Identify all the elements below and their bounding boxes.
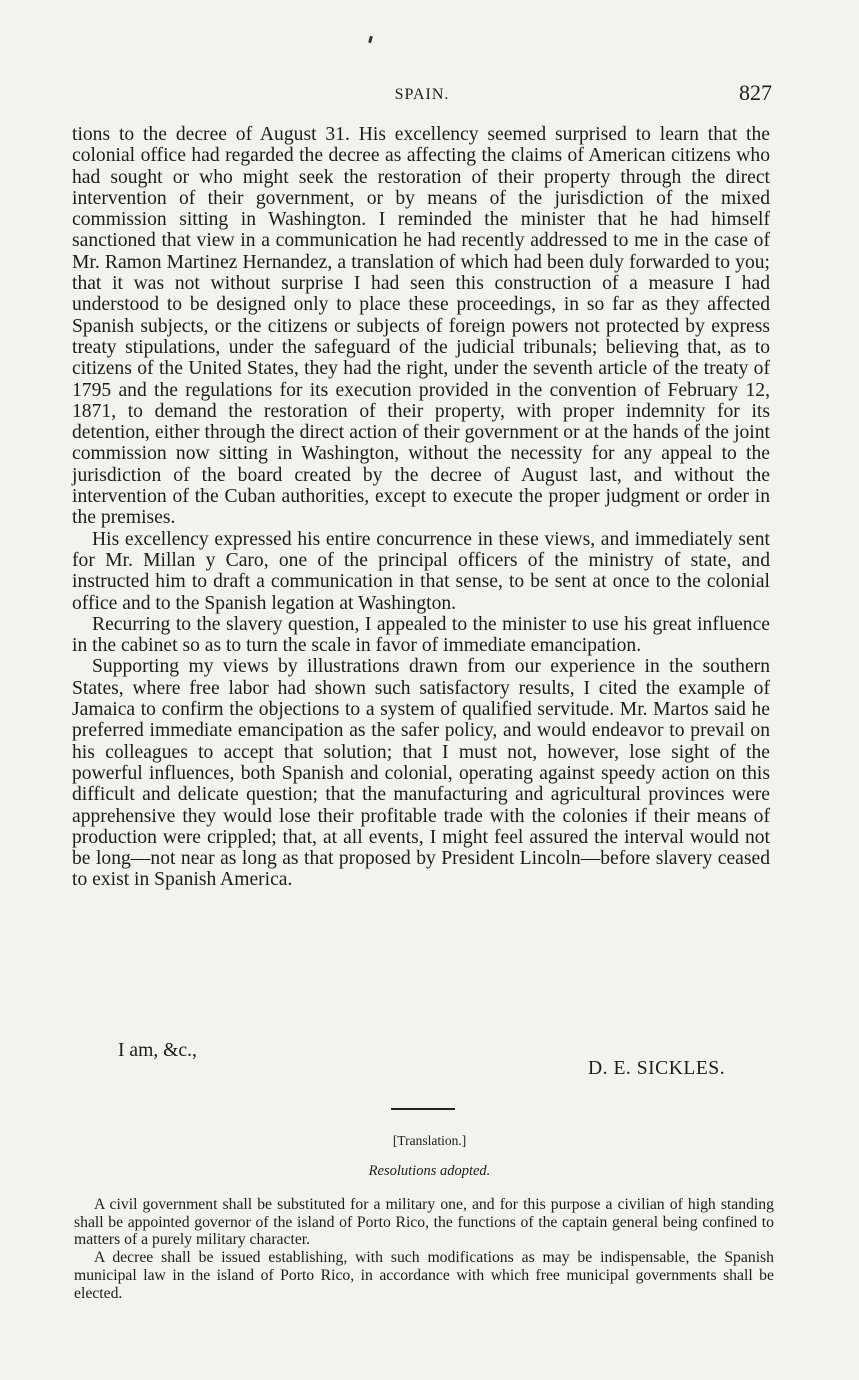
page-header (72, 80, 772, 110)
running-head: SPAIN. (394, 86, 450, 103)
paragraph-emancipation: Supporting my views by illustrations drawn from our experience in the southern States, where free labor had shown such satisfactory results, I cited the example of Jamaica to confirm the objections to a system of qualified servitude. Mr. Martos said he preferred immediate emancipation as the safer policy, and would endeavor to prevail on his colleagues to accept that solution; that I must not, however, lose sight of the powerful influences, both Spanish and colonial, operating against speedy action on this difficult and delicate question; that the manufacturing and agricultural provinces were apprehensive they would lose their profitable trade with the colonies if their means of production were crippled; that, at all events, I might feel assured the interval would not be long—not near as long as that proposed by President Lincoln—before slavery ceased to exist in Spanish America. (72, 656, 770, 891)
page-number: 827 (739, 80, 772, 105)
paragraph-continuation: tions to the decree of August 31. His excellency seemed surprised to learn that the colonial office had regarded the decree as affecting the claims of American citizens who had sought or who might seek the restoration of their property through the direct intervention of their government, or by means of the jurisdiction of the mixed commission sitting in Washington. I reminded the minister that he had himself sanctioned that view in a communication he had recently addressed to me in the case of Mr. Ramon Martinez Hernandez, a translation of which had been duly forwarded to you; that it was not without surprise I had seen this construction of a measure I had understood to be designed only to place these proceedings, in so far as they affected Spanish subjects, or the citizens or subjects of foreign powers not protected by express treaty stipulations, under the safeguard of the judicial tribunals; believing that, as to citizens of the United States, they had the right, under the seventh article of the treaty of 1795 and the regulations for its execution provided in the convention of February 12, 1871, to demand the restoration of their property, with proper indemnity for its detention, either through the direct action of their government or at the hands of the joint commission now sitting in Washington, without the necessity for any appeal to the jurisdiction of the board created by the decree of August last, and without the intervention of the Cuban authorities, except to execute the proper judgment or order in the premises. (72, 124, 770, 529)
letter-closing: I am, &c., (118, 1040, 197, 1061)
resolution-item: A civil government shall be substituted for a military one, and for this purpose a civilian of high standing shall be appointed governor of the island of Porto Rico, the functions of the captain general being confined to matters of a purely military character. (74, 1196, 774, 1249)
letter-signature: D. E. SICKLES. (588, 1058, 726, 1079)
paragraph-slavery-question: Recurring to the slavery question, I appealed to the minister to use his great influence in the cabinet so as to turn the scale in favor of immediate emancipation. (72, 613, 770, 657)
section-divider (391, 1108, 455, 1110)
resolutions-title: Resolutions adopted. (368, 1163, 491, 1179)
resolutions-body (74, 1196, 774, 1302)
ink-speck (368, 36, 373, 44)
resolution-item: A decree shall be issued establishing, with such modifications as may be indispensable, the Spanish municipal law in the island of Porto Rico, in accordance with which free municipal governments shall be elected. (74, 1249, 774, 1302)
letter-body (72, 124, 770, 891)
paragraph-concurrence: His excellency expressed his entire concurrence in these views, and immediately sent for Mr. Millan y Caro, one of the principal officers of the ministry of state, and instructed him to draft a communication in that sense, to be sent at once to the colonial office and to the Spanish legation at Washington. (72, 528, 770, 614)
translation-label: [Translation.] (392, 1133, 467, 1148)
